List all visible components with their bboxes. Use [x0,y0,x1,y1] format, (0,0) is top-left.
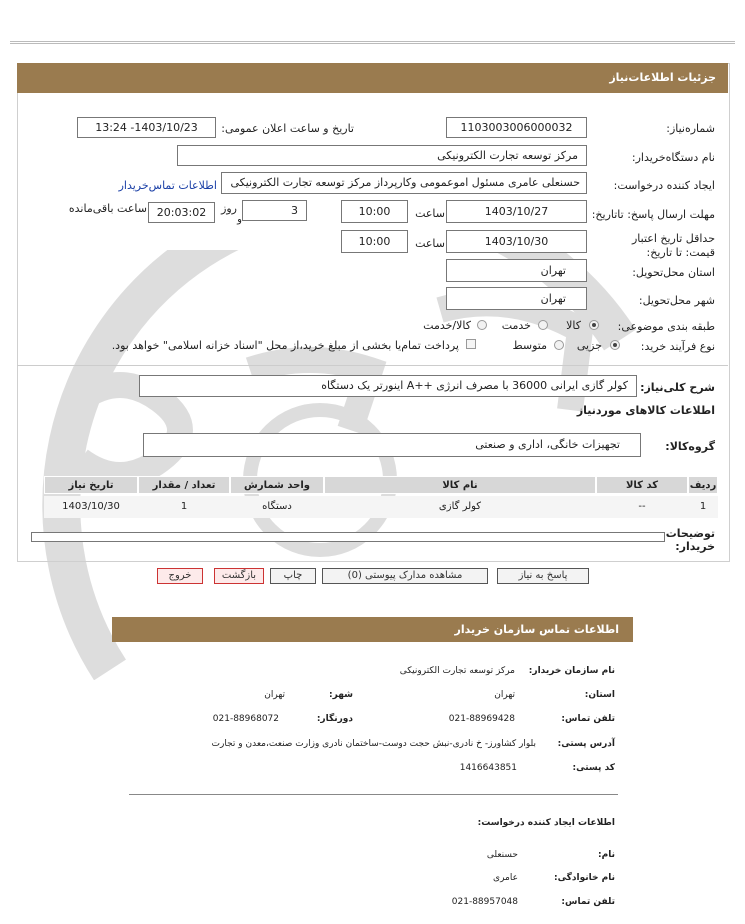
days-tail: و [237,214,242,225]
goods-table [44,476,718,518]
cell-name: کولر گازی [438,501,482,512]
creator-field: حسنعلی عامری مسئول اموعمومی وکارپرداز مرکز توسعه تجارت الکترونیکی [221,172,587,194]
details-header [17,63,728,93]
section-divider [17,365,728,366]
top-divider [10,41,735,44]
creator-label: ایجاد کننده درخواست: [613,179,715,192]
contact-phone-label: تلفن تماس: [561,714,615,724]
creator-name-label: نام: [598,850,615,860]
goods-group-label: گروه‌کالا: [665,440,715,453]
goods-title: اطلاعات کالاهای موردنیاز [576,404,715,417]
contact-org-value: مرکز توسعه تجارت الکترونیکی [399,666,515,676]
category-radio-both[interactable] [477,320,487,330]
creator-phone-label: تلفن تماس: [561,897,615,907]
cell-row: 1 [699,501,707,512]
category-option-goods: کالا [566,319,581,332]
cell-code: -- [638,501,646,512]
contact-title: اطلاعات تماس سازمان خریدار [454,623,619,636]
contact-org-label: نام سازمان خریدار: [528,666,615,676]
contact-province-value: تهران [494,690,515,700]
process-option-minor: جزیی [576,339,602,352]
contact-divider [129,794,618,795]
city-field: تهران [446,287,587,310]
deadline-label: مهلت ارسال پاسخ: تاتاریخ: [591,208,715,221]
description-field: کولر گازی ایرانی 36000 با مصرف انرژی ++A اینورتر یک دستگاه [139,375,637,397]
category-option-both: کالا/خدمت [423,319,471,332]
category-label: طبقه بندی موضوعی: [617,320,715,333]
process-label: نوع فرآیند خرید: [640,340,715,353]
print-button[interactable]: چاپ [270,568,316,584]
back-button[interactable]: بازگشت [214,568,264,584]
need-number-label: شماره‌نیاز: [666,122,715,135]
creator-section-title: اطلاعات ایجاد کننده درخواست: [477,818,615,828]
col-name-header: نام کالا [324,476,596,494]
table-row [44,496,718,518]
contact-fax-label: دورنگار: [316,714,353,724]
contact-city-value: تهران [264,690,285,700]
remaining-label: ساعت باقی‌مانده [68,202,147,215]
payment-note: پرداخت تمام‌یا بخشی از مبلغ خرید،از محل "اسناد خزانه اسلامی" خواهد بود. [111,339,459,352]
announce-field: 1403/10/23- 13:24 [77,117,216,138]
contact-phone-value: 021-88969428 [448,714,515,724]
validity-time-label: ساعت [415,237,445,250]
days-field: 3 [242,200,307,221]
col-row-header: ردیف [688,476,718,494]
cell-unit: دستگاه [262,501,292,512]
need-number-field: 1103003006000032 [446,117,587,138]
description-label: شرح کلی‌نیاز: [640,381,715,394]
process-option-medium: متوسط [512,339,547,352]
creator-phone-value: 021-88957048 [451,897,518,907]
col-code-header: کد کالا [596,476,688,494]
category-radio-goods[interactable] [589,320,599,330]
attachments-button[interactable]: مشاهده مدارک پیوستی (0) [322,568,488,584]
contact-city-label: شهر: [329,690,353,700]
category-option-service: خدمت [501,319,531,332]
buyer-notes-label: توضیحات خریدار: [665,527,715,553]
announce-label: تاریخ و ساعت اعلان عمومی: [221,122,354,135]
reply-button[interactable]: پاسخ به نیاز [497,568,589,584]
creator-family-label: نام خانوادگی: [553,873,615,883]
col-unit-header: واحد شمارش [230,476,324,494]
contact-postal-value: 1416643851 [459,763,517,773]
province-field: تهران [446,259,587,282]
contact-address-label: آدرس پستی: [557,739,615,749]
city-label: شهر محل‌تحویل: [638,294,715,307]
contact-address-value: بلوار کشاورز- خ نادری-نبش حجت دوست-ساختمان نادری وزارت صنعت،معدن و تجارت [211,739,536,749]
buyer-label: نام دستگاه‌خریدار: [631,151,715,164]
province-label: استان محل‌تحویل: [632,266,715,279]
days-label: روز [221,202,237,215]
creator-family-value: عامری [493,873,518,883]
process-radio-medium[interactable] [554,340,564,350]
process-radio-minor[interactable] [610,340,620,350]
buyer-notes-field [31,532,665,542]
cell-qty: 1 [180,501,188,512]
deadline-date-field: 1403/10/27 [446,200,587,223]
validity-time-field: 10:00 [341,230,408,253]
treasury-checkbox[interactable] [466,339,476,349]
details-title: جزئیات اطلاعات‌نیاز [609,71,716,84]
contact-buyer-link[interactable]: اطلاعات تماس‌خریدار [118,179,217,192]
exit-button[interactable]: خروج [157,568,203,584]
validity-label: حداقل تاریخ اعتبار قیمت: تا تاریخ: [631,232,715,259]
col-date-header: تاریخ نیاز [44,476,138,494]
validity-date-field: 1403/10/30 [446,230,587,253]
contact-header [112,617,633,642]
remaining-time-field: 20:03:02 [148,202,215,223]
cell-date: 1403/10/30 [62,501,120,512]
creator-name-value: حسنعلی [486,850,518,860]
buyer-field: مرکز توسعه تجارت الکترونیکی [177,145,587,166]
col-qty-header: تعداد / مقدار [138,476,230,494]
contact-fax-value: 021-88968072 [212,714,279,724]
deadline-time-label: ساعت [415,207,445,220]
contact-postal-label: کد پستی: [572,763,615,773]
goods-group-field: تجهیزات خانگی، اداری و صنعتی [143,433,641,457]
contact-province-label: استان: [584,690,615,700]
deadline-time-field: 10:00 [341,200,408,223]
category-radio-service[interactable] [538,320,548,330]
